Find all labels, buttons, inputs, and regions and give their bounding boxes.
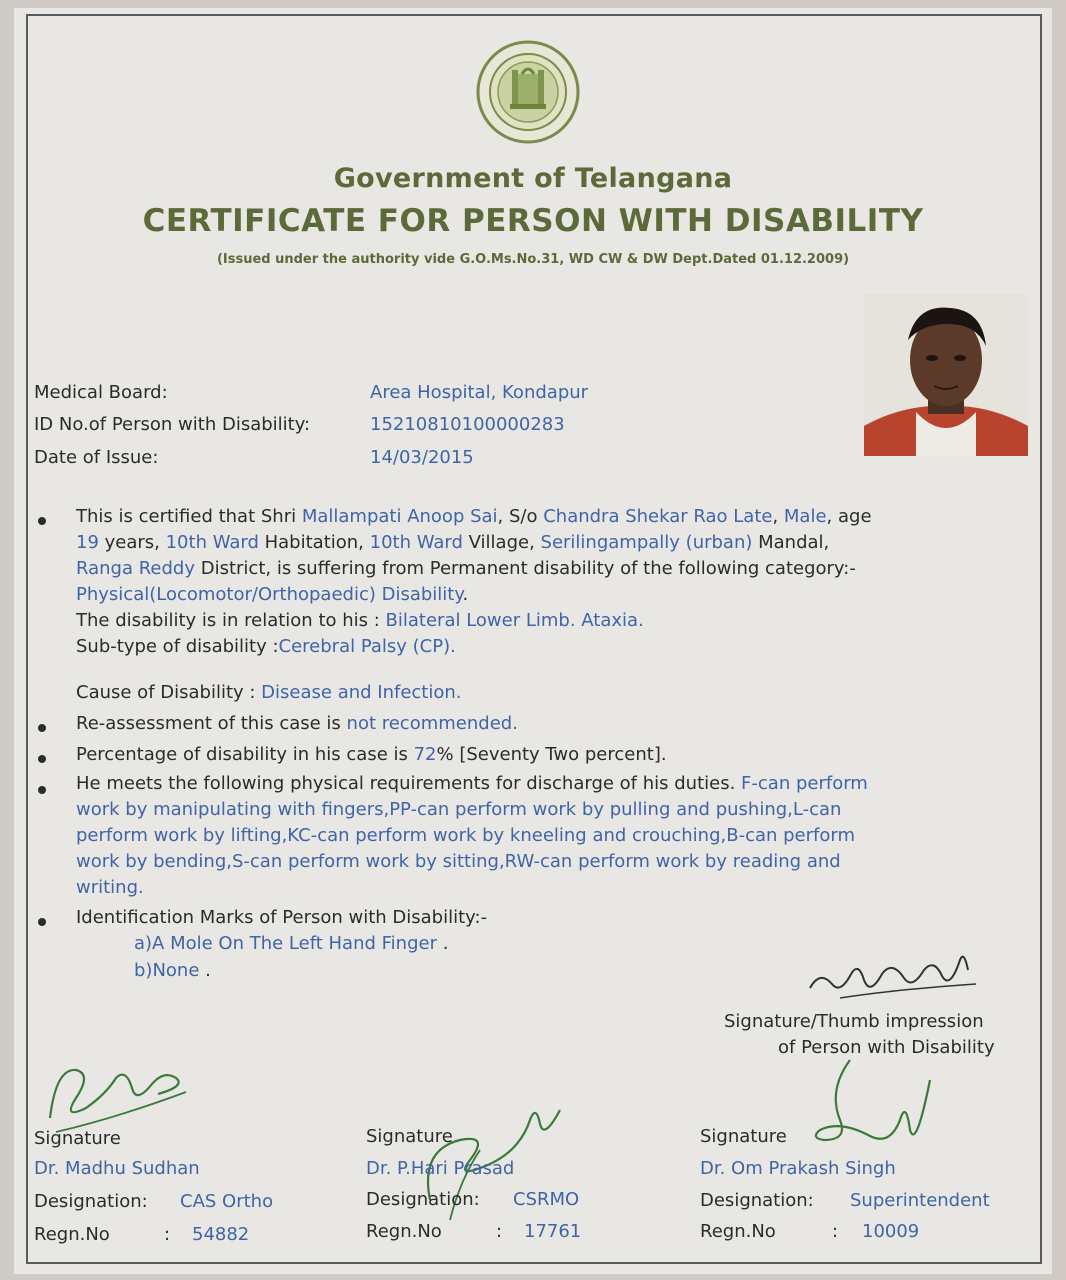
text: .	[437, 933, 449, 954]
cause-value: Disease and Infection.	[261, 682, 462, 703]
percent-value: 72	[413, 744, 437, 765]
bullet-icon	[38, 755, 46, 763]
text: , S/o	[497, 506, 544, 527]
subtype-value: Cerebral Palsy (CP).	[278, 636, 456, 657]
cause-label: Cause of Disability :	[76, 682, 262, 703]
text: Habitation,	[258, 532, 370, 553]
reassess-label: Re-assessment of this case is	[76, 713, 347, 734]
text: years,	[98, 532, 166, 553]
person-sig-line2: of Person with Disability	[778, 1037, 995, 1058]
person-photo	[864, 294, 1028, 456]
text: District, is suffering from Permanent disability of the following category:-	[195, 558, 856, 579]
id-label: ID No.of Person with Disability:	[34, 414, 311, 435]
percent-label: Percentage of disability in his case is	[76, 744, 414, 765]
bullet-icon	[38, 517, 46, 525]
mark-a	[134, 931, 448, 957]
father-name: Chandra Shekar Rao Late	[543, 506, 773, 527]
percent-tail: % [Seventy Two percent].	[436, 744, 667, 765]
signatory-2-desig-label: Designation:	[366, 1189, 480, 1210]
requirements-text: work by bending,S-can perform work by sitting,RW-can perform work by reading and	[76, 851, 841, 872]
telangana-emblem-icon	[476, 40, 580, 144]
signatory-1-regn-colon: :	[164, 1224, 171, 1245]
mandal: Serilingampally (urban)	[540, 532, 753, 553]
relation-label: The disability is in relation to his :	[76, 610, 386, 631]
mark-b-text: b)None	[134, 960, 200, 981]
requirements-text: perform work by lifting,KC-can perform work by kneeling and crouching,B-can perform	[76, 825, 855, 846]
date-label: Date of Issue:	[34, 447, 159, 468]
date-value: 14/03/2015	[370, 447, 474, 468]
signatory-1-signature	[36, 1048, 196, 1138]
signatory-2-regn: 17761	[524, 1221, 582, 1242]
mark-b	[134, 958, 211, 984]
signatory-1-regn-label: Regn.No	[34, 1224, 110, 1245]
cause-line	[76, 680, 462, 706]
person-sig-line1: Signature/Thumb impression	[724, 1011, 984, 1032]
signatory-2-regn-colon: :	[496, 1221, 503, 1242]
gender: Male	[783, 506, 827, 527]
signatory-2-sig-label: Signature	[366, 1126, 453, 1147]
reassessment-line	[76, 711, 518, 737]
district: Ranga Reddy	[76, 558, 196, 579]
signatory-3-desig-label: Designation:	[700, 1190, 814, 1211]
signatory-3-regn-label: Regn.No	[700, 1221, 776, 1242]
subtype-label: Sub-type of disability :	[76, 636, 279, 657]
text: , age	[826, 506, 872, 527]
certificate-title: CERTIFICATE FOR PERSON WITH DISABILITY	[142, 203, 924, 239]
signatory-3-regn-colon: :	[832, 1221, 839, 1242]
text: .	[462, 584, 469, 605]
text: .	[199, 960, 211, 981]
requirements-text: work by manipulating with fingers,PP-can perform work by pulling and pushing,L-can	[76, 799, 842, 820]
age: 19	[76, 532, 99, 553]
requirements-label: He meets the following physical requirements for discharge of his duties.	[76, 773, 742, 794]
certification-paragraph	[76, 504, 1026, 660]
person-name: Mallampati Anoop Sai	[301, 506, 498, 527]
id-value: 15210810100000283	[370, 414, 565, 435]
text: Village,	[462, 532, 541, 553]
text: Mandal,	[752, 532, 830, 553]
signatory-3-sig-label: Signature	[700, 1126, 787, 1147]
signatory-1-designation: CAS Ortho	[180, 1191, 274, 1212]
signatory-1-sig-label: Signature	[34, 1128, 121, 1149]
village: 10th Ward	[369, 532, 463, 553]
text: ,	[772, 506, 784, 527]
mark-a-text: a)A Mole On The Left Hand Finger	[134, 933, 437, 954]
signatory-2-regn-label: Regn.No	[366, 1221, 442, 1242]
disability-category: Physical(Locomotor/Orthopaedic) Disability	[76, 584, 463, 605]
text: This is certified that Shri	[76, 506, 302, 527]
medical-board-value: Area Hospital, Kondapur	[370, 382, 589, 403]
person-signature	[800, 940, 990, 1010]
reassess-value: not recommended.	[346, 713, 518, 734]
habitation: 10th Ward	[165, 532, 259, 553]
signatory-2-name: Dr. P.Hari Prasad	[366, 1158, 515, 1179]
signatory-3-signature	[800, 1050, 950, 1160]
marks-label: Identification Marks of Person with Disability:-	[76, 907, 488, 928]
authority-note: (Issued under the authority vide G.O.Ms.No.31, WD CW & DW Dept.Dated 01.12.2009)	[216, 252, 850, 267]
signatory-3-designation: Superintendent	[850, 1190, 990, 1211]
requirements-text: F-can perform	[741, 773, 868, 794]
government-title: Government of Telangana	[333, 163, 733, 194]
bullet-icon	[38, 786, 46, 794]
requirements-paragraph	[76, 771, 1026, 901]
requirements-text: writing.	[76, 877, 144, 898]
signatory-2-designation: CSRMO	[513, 1189, 580, 1210]
signatory-1-regn: 54882	[192, 1224, 250, 1245]
relation-value: Bilateral Lower Limb. Ataxia.	[385, 610, 644, 631]
medical-board-label: Medical Board:	[34, 382, 168, 403]
percentage-line	[76, 742, 667, 768]
signatory-3-regn: 10009	[862, 1221, 920, 1242]
signatory-1-desig-label: Designation:	[34, 1191, 148, 1212]
signatory-3-name: Dr. Om Prakash Singh	[700, 1158, 896, 1179]
bullet-icon	[38, 724, 46, 732]
bullet-icon	[38, 918, 46, 926]
signatory-1-name: Dr. Madhu Sudhan	[34, 1158, 200, 1179]
